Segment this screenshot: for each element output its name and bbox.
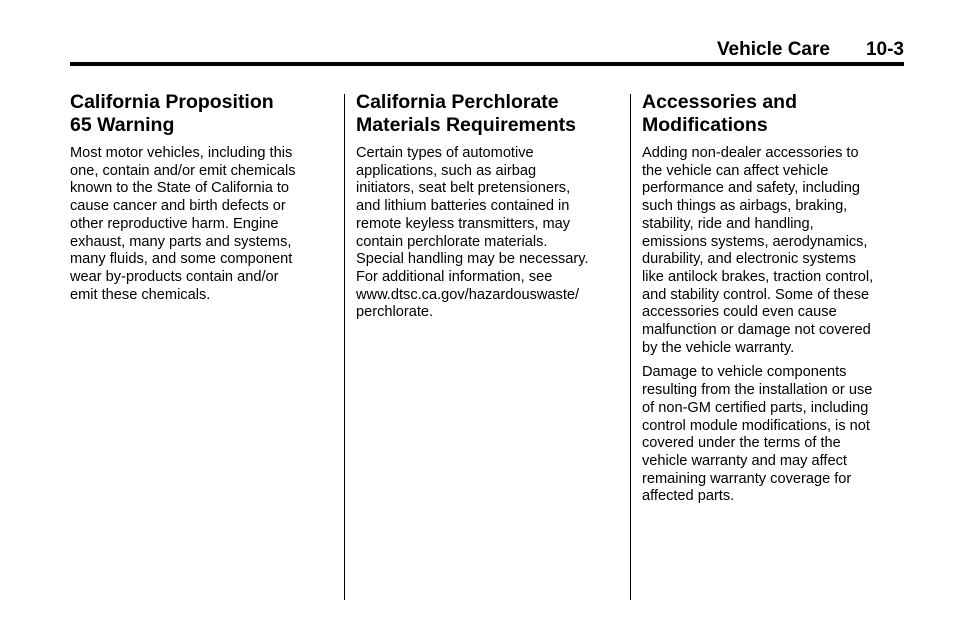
text-line: applications, such as airbag — [356, 162, 537, 179]
text-line: durability, and electronic systems — [642, 251, 856, 268]
text-line: control module modifications, is not — [642, 417, 870, 434]
text-line: For additional information, see — [356, 268, 553, 285]
text-line: Adding non-dealer accessories to — [642, 145, 859, 161]
header-rule — [70, 62, 904, 66]
body-paragraph — [642, 364, 904, 506]
column-accessories — [642, 91, 904, 513]
text-line: such things as airbags, braking, — [642, 198, 848, 215]
text-line: exhaust, many parts and systems, — [70, 233, 292, 250]
text-line: Damage to vehicle components — [642, 364, 847, 381]
text-line: Special handling may be necessary. — [356, 251, 589, 268]
text-line: many fluids, and some component — [70, 251, 293, 268]
column-prop65 — [70, 91, 328, 311]
text-line: initiators, seat belt pretensioners, — [356, 180, 571, 197]
body-paragraph — [70, 145, 328, 304]
section-title: Vehicle Care — [716, 39, 830, 60]
text-line: remote keyless transmitters, may — [356, 215, 571, 232]
heading-line: 65 Warning — [70, 114, 175, 136]
running-header — [717, 38, 904, 62]
text-line: accessories could even cause — [642, 304, 837, 321]
column-perchlorate — [356, 91, 614, 329]
text-line: Certain types of automotive — [356, 145, 534, 161]
text-line: known to the State of California to — [70, 180, 290, 197]
text-line: one, contain and/or emit chemicals — [70, 162, 296, 179]
text-line: performance and safety, including — [642, 180, 860, 197]
text-line: emissions systems, aerodynamics, — [642, 233, 868, 250]
text-line: affected parts. — [642, 488, 735, 505]
heading-line: California Proposition — [70, 91, 274, 113]
text-line: emit these chemicals. — [70, 286, 211, 303]
section-heading-perchlorate — [356, 91, 614, 137]
text-line: cause cancer and birth defects or — [70, 198, 286, 215]
heading-line: Modifications — [642, 114, 768, 136]
text-line: wear by-products contain and/or — [70, 268, 279, 285]
body-paragraph — [642, 145, 904, 357]
text-line: vehicle warranty and may affect — [642, 452, 847, 469]
text-line: by the vehicle warranty. — [642, 339, 795, 356]
text-line: the vehicle can affect vehicle — [642, 162, 829, 179]
text-line: other reproductive harm. Engine — [70, 215, 279, 232]
text-line: of non-GM certified parts, including — [642, 399, 869, 416]
text-line: stability, ride and handling, — [642, 215, 814, 232]
text-line: perchlorate. — [356, 304, 434, 321]
text-line: like antilock brakes, traction control, — [642, 268, 874, 285]
text-line: and lithium batteries contained in — [356, 198, 570, 215]
text-line: Most motor vehicles, including this — [70, 145, 293, 161]
heading-line: Accessories and — [642, 91, 798, 113]
text-line: contain perchlorate materials. — [356, 233, 548, 250]
section-heading-accessories — [642, 91, 904, 137]
heading-line: Materials Requirements — [356, 114, 576, 136]
column-divider-1 — [344, 94, 345, 600]
text-line: remaining warranty coverage for — [642, 470, 852, 487]
body-paragraph — [356, 145, 614, 322]
heading-line: California Perchlorate — [356, 91, 559, 113]
text-line: covered under the terms of the — [642, 435, 841, 452]
page-number: 10-3 — [865, 39, 904, 60]
section-heading-prop65 — [70, 91, 328, 137]
text-line: www.dtsc.ca.gov/hazardouswaste/ — [356, 286, 580, 303]
text-line: and stability control. Some of these — [642, 286, 870, 303]
text-line: resulting from the installation or use — [642, 382, 873, 399]
column-divider-2 — [630, 94, 631, 600]
text-line: malfunction or damage not covered — [642, 322, 871, 339]
